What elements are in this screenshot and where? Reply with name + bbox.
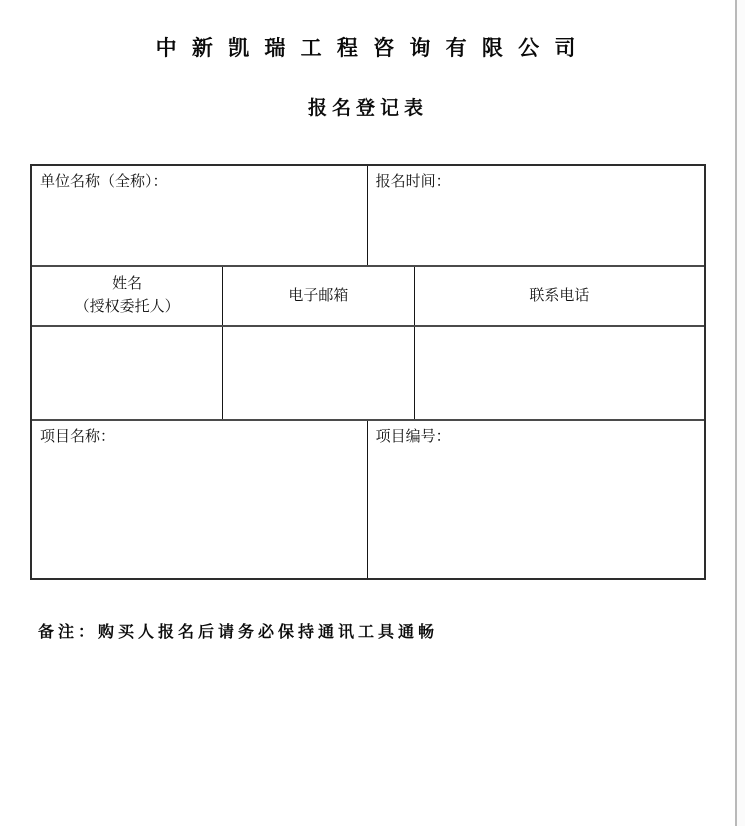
company-name-label: 单位名称（全称）：: [40, 174, 168, 190]
page-edge-band: [737, 0, 745, 826]
project-number-label: 项目编号：: [375, 429, 451, 445]
table-row-project: [32, 419, 704, 578]
phone-value[interactable]: [415, 327, 704, 419]
delegate-name-value[interactable]: [32, 327, 222, 419]
delegate-name-header-cell: [32, 267, 222, 325]
registration-time-cell[interactable]: [367, 166, 704, 265]
email-value[interactable]: [223, 327, 414, 419]
delegate-name-header-line1: 姓名: [112, 276, 143, 292]
phone-header-label: 联系电话: [529, 287, 590, 304]
table-row-fill-in: [32, 325, 704, 419]
email-header-label: 电子邮箱: [288, 287, 349, 304]
company-title: 中 新 凯 瑞 工 程 咨 询 有 限 公 司: [155, 36, 581, 60]
project-name-label: 项目名称：: [40, 429, 116, 445]
registration-time-label: 报名时间：: [375, 174, 451, 190]
remark-note: 备注：购买人报名后请务必保持通讯工具通畅: [38, 624, 439, 641]
phone-input-cell[interactable]: [414, 327, 704, 419]
email-header-cell: [222, 267, 414, 325]
table-row-company-time: [32, 166, 704, 265]
table-row-headers: [32, 265, 704, 325]
registration-table: [30, 164, 706, 580]
project-number-cell[interactable]: [367, 421, 704, 578]
phone-header-cell: [414, 267, 704, 325]
company-name-cell[interactable]: [32, 166, 367, 265]
email-input-cell[interactable]: [222, 327, 414, 419]
delegate-name-header-line2: （授权委托人）: [74, 299, 180, 315]
form-title: 报名登记表: [307, 98, 428, 119]
delegate-name-input-cell[interactable]: [32, 327, 222, 419]
project-name-cell[interactable]: [32, 421, 367, 578]
